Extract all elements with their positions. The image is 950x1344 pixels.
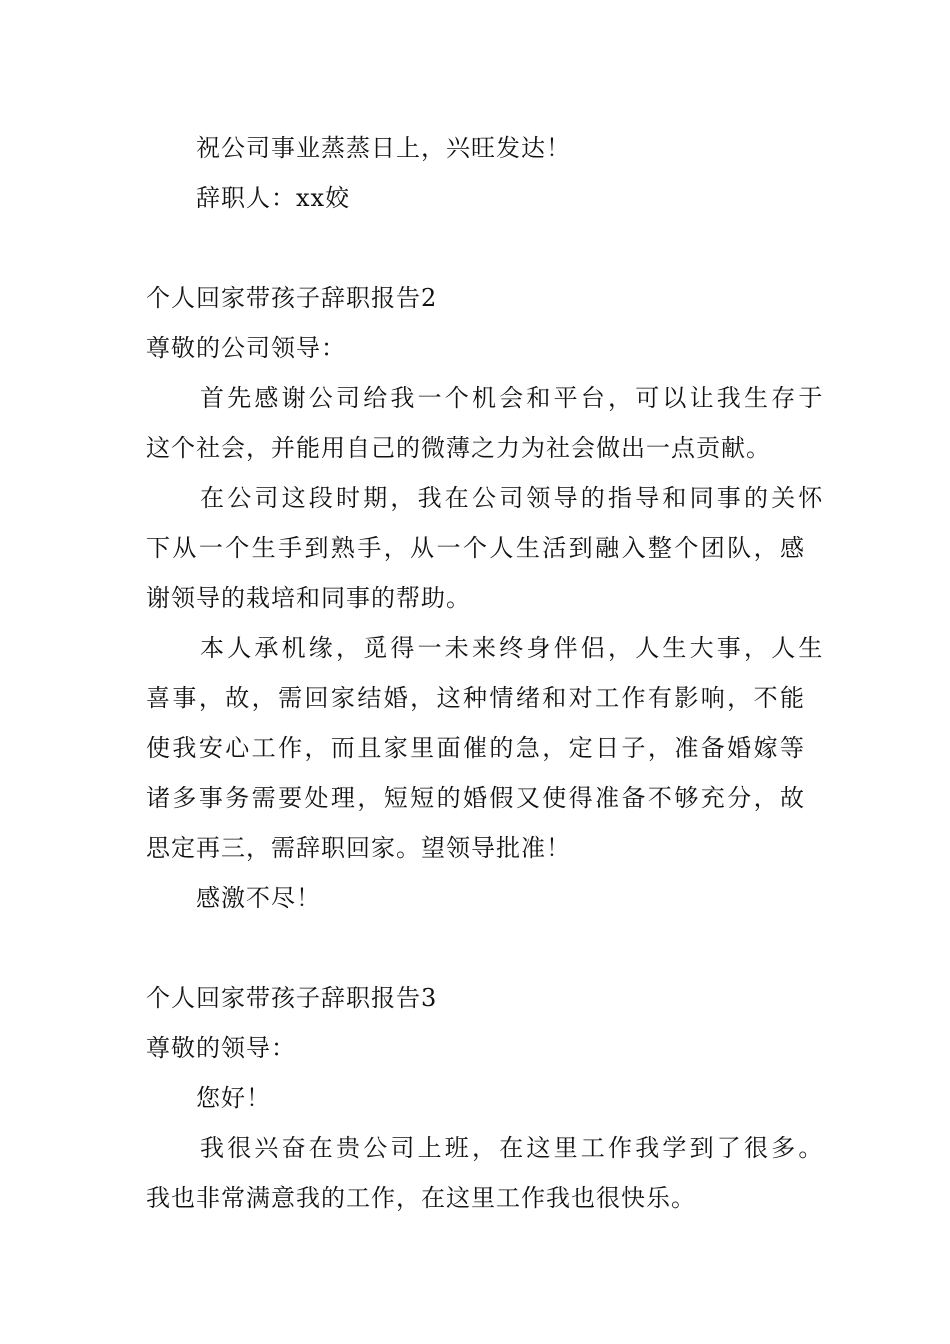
- section-title: 个人回家带孩子辞职报告2: [146, 284, 438, 312]
- section-title: 个人回家带孩子辞职报告3: [146, 984, 438, 1012]
- paragraph-line: 思定再三，需辞职回家。望领导批准！: [146, 834, 571, 862]
- salutation: 尊敬的公司领导：: [146, 334, 346, 362]
- paragraph-line: 这个社会，并能用自己的微薄之力为社会做出一点贡献。: [146, 434, 771, 462]
- paragraph-line: 我很兴奋在贵公司上班，在这里工作我学到了很多。: [200, 1134, 826, 1162]
- paragraph-line: 谢领导的栽培和同事的帮助。: [146, 584, 471, 612]
- greeting: 您好！: [196, 1084, 271, 1112]
- signature: 辞职人：xx姣: [196, 184, 351, 212]
- paragraph-line: 使我安心工作，而且家里面催的急，定日子，准备婚嫁等: [146, 734, 804, 762]
- paragraph-line: 首先感谢公司给我一个机会和平台，可以让我生存于: [200, 384, 826, 412]
- salutation: 尊敬的领导：: [146, 1034, 296, 1062]
- closing-wish: 祝公司事业蒸蒸日上，兴旺发达！: [196, 134, 571, 162]
- paragraph-line: 诸多事务需要处理，短短的婚假又使得准备不够充分，故: [146, 784, 804, 812]
- paragraph-line: 喜事，故，需回家结婚，这种情绪和对工作有影响，不能: [146, 684, 804, 712]
- paragraph-line: 下从一个生手到熟手，从一个人生活到融入整个团队，感: [146, 534, 804, 562]
- closing: 感激不尽！: [196, 884, 321, 912]
- paragraph-line: 在公司这段时期，我在公司领导的指导和同事的关怀: [200, 484, 826, 512]
- paragraph-line: 我也非常满意我的工作，在这里工作我也很快乐。: [146, 1184, 696, 1212]
- paragraph-line: 本人承机缘，觅得一未来终身伴侣，人生大事，人生: [200, 634, 826, 662]
